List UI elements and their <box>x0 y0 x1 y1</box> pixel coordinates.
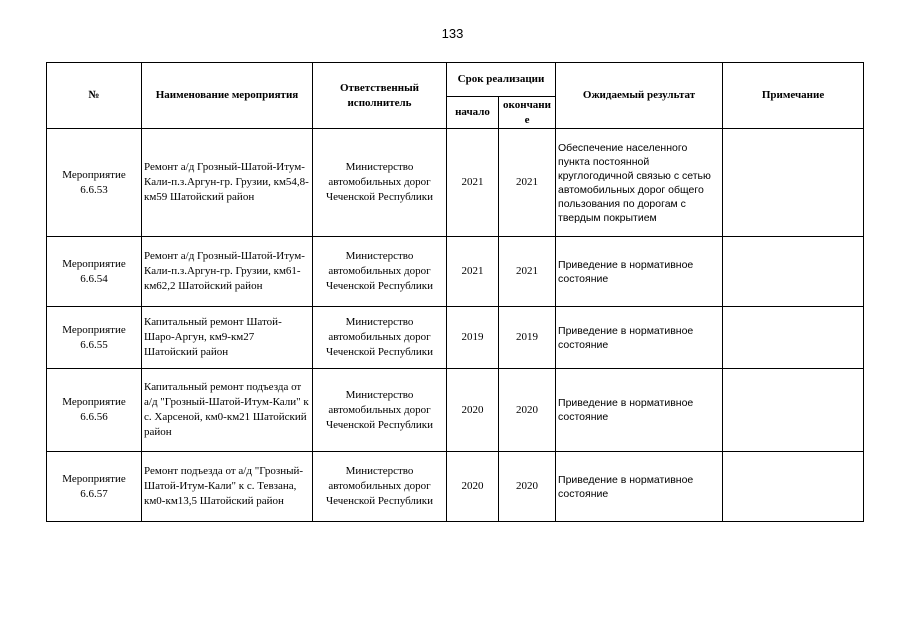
row-end: 2021 <box>499 129 556 237</box>
row-responsible: Министерство автомобильных дорог Чеченской Республики <box>313 307 447 369</box>
header-period: Срок реализации <box>447 63 556 97</box>
header-note: Примечание <box>723 63 864 129</box>
table-row <box>47 369 864 452</box>
row-end: 2021 <box>499 237 556 307</box>
row-name: Ремонт а/д Грозный-Шатой-Итум-Кали-п.з.Аргун-гр. Грузии, км54,8-км59 Шатойский район <box>142 129 313 237</box>
measures-table <box>46 62 864 522</box>
row-start: 2020 <box>447 452 499 522</box>
row-result: Приведение в нормативное состояние <box>556 452 723 522</box>
row-start: 2020 <box>447 369 499 452</box>
page-number: 133 <box>441 26 464 41</box>
row-note <box>723 237 864 307</box>
row-responsible: Министерство автомобильных дорог Чеченской Республики <box>313 369 447 452</box>
header-end: окончание <box>499 97 556 129</box>
header-name: Наименование мероприятия <box>142 63 313 129</box>
header-result: Ожидаемый результат <box>556 63 723 129</box>
row-start: 2019 <box>447 307 499 369</box>
row-num: Мероприятие 6.6.56 <box>47 369 142 452</box>
table-row <box>47 237 864 307</box>
row-responsible: Министерство автомобильных дорог Чеченской Республики <box>313 237 447 307</box>
row-note <box>723 307 864 369</box>
table-row <box>47 129 864 237</box>
row-note <box>723 129 864 237</box>
row-responsible: Министерство автомобильных дорог Чеченской Республики <box>313 452 447 522</box>
row-name: Ремонт подъезда от а/д "Грозный-Шатой-Итум-Кали" к с. Тевзана, км0-км13,5 Шатойский район <box>142 452 313 522</box>
row-end: 2020 <box>499 452 556 522</box>
row-start: 2021 <box>447 129 499 237</box>
row-result: Приведение в нормативное состояние <box>556 237 723 307</box>
row-num: Мероприятие 6.6.55 <box>47 307 142 369</box>
row-result: Приведение в нормативное состояние <box>556 369 723 452</box>
row-num: Мероприятие 6.6.53 <box>47 129 142 237</box>
header-responsible: Ответственный исполнитель <box>313 63 447 129</box>
row-start: 2021 <box>447 237 499 307</box>
row-name: Капитальный ремонт Шатой-Шаро-Аргун, км9-км27 Шатойский район <box>142 307 313 369</box>
row-note <box>723 452 864 522</box>
header-start: начало <box>447 97 499 129</box>
row-note <box>723 369 864 452</box>
row-name: Ремонт а/д Грозный-Шатой-Итум-Кали-п.з.Аргун-гр. Грузии, км61-км62,2 Шатойский район <box>142 237 313 307</box>
table-row <box>47 452 864 522</box>
row-num: Мероприятие 6.6.57 <box>47 452 142 522</box>
table-row <box>47 307 864 369</box>
row-end: 2020 <box>499 369 556 452</box>
row-result: Обеспечение населенного пункта постоянной круглогодичной связью с сетью автомобильных дорог общего пользования по дорогам с твердым покрытием <box>556 129 723 237</box>
row-name: Капитальный ремонт подъезда от а/д "Грозный-Шатой-Итум-Кали" к с. Харсеной, км0-км21 Шатойский район <box>142 369 313 452</box>
row-result: Приведение в нормативное состояние <box>556 307 723 369</box>
row-num: Мероприятие 6.6.54 <box>47 237 142 307</box>
row-responsible: Министерство автомобильных дорог Чеченской Республики <box>313 129 447 237</box>
header-num: № <box>47 63 142 129</box>
row-end: 2019 <box>499 307 556 369</box>
